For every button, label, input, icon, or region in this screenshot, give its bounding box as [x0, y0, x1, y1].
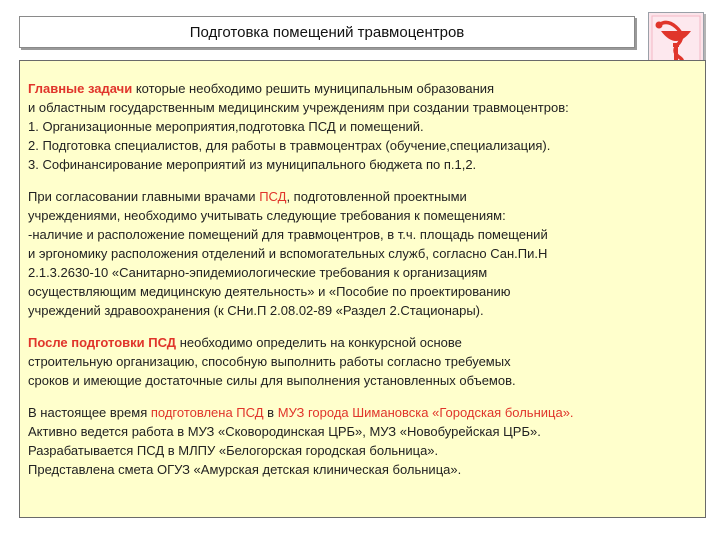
status-paragraph: [28, 403, 697, 479]
contractor-line-1-text: необходимо определить на конкурсной основе: [176, 335, 462, 350]
psd-highlight: ПСД: [259, 189, 287, 204]
slide-title-box: [19, 16, 635, 48]
status-line-1-a: В настоящее время: [28, 405, 151, 420]
requirements-line-6: осуществляющим медицинскую деятельность» и «Пособие по проектированию: [28, 284, 511, 299]
contractor-line-2: строительную организацию, способную выполнить работы согласно требуемых: [28, 354, 511, 369]
content-panel: [19, 60, 706, 518]
requirements-line-1-a: При согласовании главными врачами: [28, 189, 260, 204]
contractor-line-1: [28, 333, 697, 352]
status-line-1-b: в: [263, 405, 278, 420]
contractor-heading: После подготовки ПСД: [28, 335, 177, 350]
tasks-item-3: 3. Софинансирование мероприятий из муниципального бюджета по п.1,2.: [28, 157, 477, 172]
tasks-line-1-text: которые необходимо решить муниципальным образования: [132, 81, 495, 96]
tasks-item-1: 1. Организационные мероприятия,подготовка ПСД и помещений.: [28, 119, 424, 134]
status-psd-highlight: подготовлена ПСД: [150, 405, 264, 420]
requirements-line-1-b: , подготовленной проектными: [286, 189, 467, 204]
status-line-3: Разрабатывается ПСД в МЛПУ «Белогорская городская больница».: [28, 443, 439, 458]
requirements-line-4: и эргономику расположения отделений и вспомогательных служб, согласно Сан.Пи.Н: [28, 246, 548, 261]
requirements-line-3: -наличие и расположение помещений для травмоцентров, в т.ч. площадь помещений: [28, 227, 548, 242]
status-hospital-highlight: МУЗ города Шимановска «Городская больница».: [277, 405, 574, 420]
tasks-line-2: и областным государственным медицинским учреждениям при создании травмоцентров:: [28, 100, 569, 115]
requirements-paragraph: [28, 187, 697, 320]
tasks-item-2: 2. Подготовка специалистов, для работы в травмоцентрах (обучение,специализация).: [28, 138, 551, 153]
requirements-line-7: учреждений здравоохранения (к СНи.П 2.08.02-89 «Раздел 2.Стационары).: [28, 303, 484, 318]
status-line-2: Активно ведется работа в МУЗ «Сковородинская ЦРБ», МУЗ «Новобурейская ЦРБ».: [28, 424, 541, 439]
tasks-line-1: [28, 79, 697, 98]
contractor-line-3: сроков и имеющие достаточные силы для выполнения установленных объемов.: [28, 373, 516, 388]
requirements-line-5: 2.1.3.2630-10 «Санитарно-эпидемиологические требования к организациям: [28, 265, 488, 280]
status-line-4: Представлена смета ОГУЗ «Амурская детская клиническая больница».: [28, 462, 462, 477]
tasks-heading: Главные задачи: [28, 81, 133, 96]
requirements-line-2: учреждениями, необходимо учитывать следующие требования к помещениям:: [28, 208, 506, 223]
requirements-line-1: [28, 187, 697, 206]
tasks-paragraph: [28, 79, 697, 174]
slide-title: Подготовка помещений травмоцентров: [189, 23, 465, 41]
status-line-1: [28, 403, 697, 422]
contractor-paragraph: [28, 333, 697, 390]
